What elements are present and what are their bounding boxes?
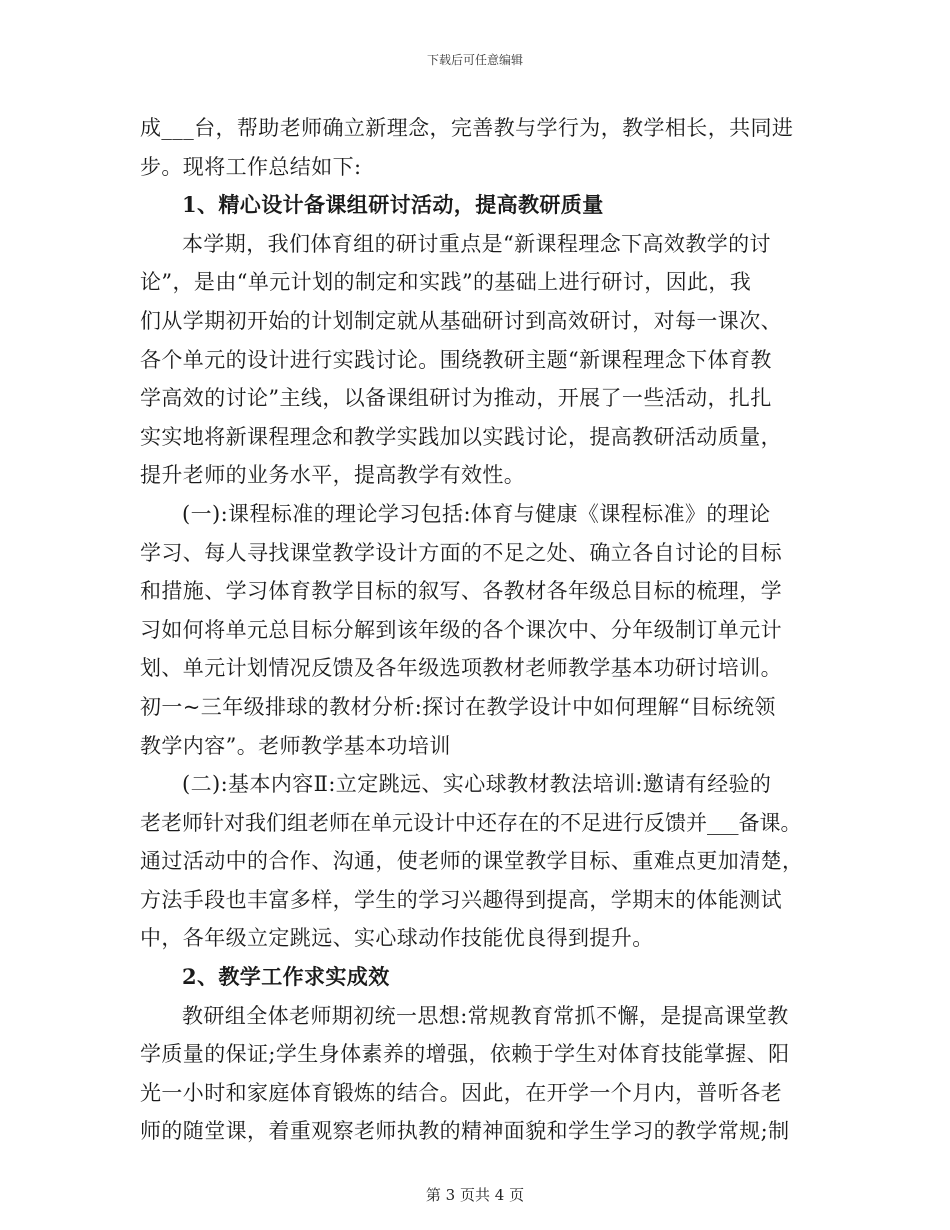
paragraph-line: 实实地将新课程理念和教学实践加以实践讨论，提高教研活动质量， (140, 424, 782, 449)
section-heading: 1、精心设计备课组研讨活动，提高教研质量 (182, 192, 604, 218)
paragraph-line: 光一小时和家庭体育锻炼的结合。因此，在开学一个月内，普听各老 (140, 1080, 782, 1105)
paragraph-line: 和措施、学习体育教学目标的叙写、各教材各年级总目标的梳理，学 (140, 579, 782, 604)
paragraph-line: 老老师针对我们组老师在单元设计中还存在的不足进行反馈并___备课。 (140, 810, 802, 835)
paragraph-line: 们从学期初开始的计划制定就从基础研讨到高效研讨，对每一课次、 (140, 308, 782, 333)
paragraph-line: 划、单元计划情况反馈及各年级选项教材老师教学基本功研讨培训。 (140, 656, 782, 681)
paragraph-line: 教研组全体老师期初统一思想:常规教育常抓不懈，是提高课堂教 (182, 1003, 789, 1028)
paragraph-line: 本学期，我们体育组的研讨重点是“新课程理念下高效教学的讨 (182, 231, 771, 256)
paragraph-line: 学高效的讨论”主线，以备课组研讨为推动，开展了一些活动，扎扎 (140, 386, 772, 411)
section-heading: 2、教学工作求实成效 (182, 964, 390, 990)
paragraph-line: 提升老师的业务水平，提高教学有效性。 (140, 463, 526, 488)
page-footer: 第 3 页共 4 页 (425, 1186, 525, 1204)
paragraph-line: 中，各年级立定跳远、实心球动作技能优良得到提升。 (140, 926, 654, 951)
paragraph-line: 师的随堂课，着重观察老师执教的精神面貌和学生学习的教学常规;制 (140, 1119, 790, 1144)
paragraph-line: 方法手段也丰富多样，学生的学习兴趣得到提高，学期末的体能测试 (140, 887, 782, 912)
document-body (140, 109, 820, 1151)
paragraph-line: 学习、每人寻找课堂教学设计方面的不足之处、确立各自讨论的目标 (140, 540, 782, 565)
paragraph-line: (二):基本内容Ⅱ:立定跳远、实心球教材教法培训:邀请有经验的 (182, 772, 772, 797)
paragraph-line: (一):课程标准的理论学习包括:体育与健康《课程标准》的理论 (182, 501, 771, 526)
paragraph-line: 步。现将工作总结如下: (140, 154, 362, 179)
paragraph-line: 各个单元的设计进行实践讨论。围绕教研主题“新课程理念下体育教 (140, 347, 772, 372)
paragraph-line: 初一~三年级排球的教材分析:探讨在教学设计中如何理解“目标统领 (140, 694, 776, 719)
paragraph-line: 学质量的保证;学生身体素养的增强，依赖于学生对体育技能掌握、阳 (140, 1042, 790, 1067)
page-header: 下载后可任意编辑 (426, 53, 523, 67)
paragraph-line: 论”，是由“单元计划的制定和实践”的基础上进行研讨，因此，我 (140, 270, 752, 295)
paragraph-line: 教学内容”。老师教学基本功培训 (140, 733, 451, 758)
paragraph-line: 成___台，帮助老师确立新理念，完善教与学行为，教学相长，共同进 (140, 116, 794, 140)
paragraph-line: 通过活动中的合作、沟通，使老师的课堂教学目标、重难点更加清楚， (140, 849, 804, 874)
paragraph-line: 习如何将单元总目标分解到该年级的各个课次中、分年级制订单元计 (140, 617, 782, 642)
